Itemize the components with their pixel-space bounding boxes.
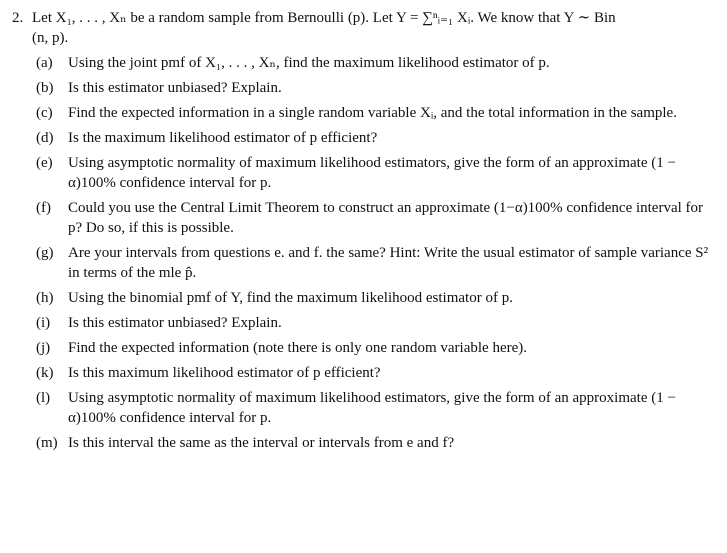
intro-line-1: Let X₁, . . . , Xₙ be a random sample from Bernoulli (p). Let Y = ∑ⁿᵢ₌₁ Xᵢ. We know that Y ∼ Bin: [32, 10, 616, 26]
part-h: [12, 288, 712, 308]
part-label: (c): [36, 105, 53, 121]
part-d: [12, 128, 712, 148]
part-text: Are your intervals from questions e. and f. the same? Hint: Write the usual estimator of sample variance S² in terms of the mle p̂.: [68, 245, 709, 281]
part-text: Is the maximum likelihood estimator of p efficient?: [68, 130, 378, 146]
part-f: [12, 198, 712, 238]
intro-line-2: (n, p).: [32, 30, 69, 46]
part-m: [12, 433, 712, 453]
part-j: [12, 338, 712, 358]
problem-intro: [12, 8, 712, 48]
part-text: Could you use the Central Limit Theorem to construct an approximate (1−α)100% confidence interval for p? Do so, if this is possible.: [68, 200, 704, 236]
part-label: (l): [36, 390, 51, 406]
part-a: [12, 53, 712, 73]
problem-2: [12, 8, 712, 458]
part-b: [12, 78, 712, 98]
part-text: Using asymptotic normality of maximum likelihood estimators, give the form of an approximate (1 − α)100% confidence interval for p.: [68, 390, 676, 426]
part-i: [12, 313, 712, 333]
part-g: [12, 243, 712, 283]
part-text: Is this estimator unbiased? Explain.: [68, 315, 282, 331]
part-text: Using asymptotic normality of maximum likelihood estimators, give the form of an approximate (1 − α)100% confidence interval for p.: [68, 155, 676, 191]
part-label: (e): [36, 155, 53, 171]
part-e: [12, 153, 712, 193]
part-label: (a): [36, 55, 53, 71]
part-label: (m): [36, 435, 58, 451]
part-text: Is this maximum likelihood estimator of p efficient?: [68, 365, 381, 381]
part-label: (b): [36, 80, 54, 96]
problem-number: 2.: [12, 10, 24, 26]
part-k: [12, 363, 712, 383]
part-label: (h): [36, 290, 54, 306]
part-label: (i): [36, 315, 51, 331]
part-label: (g): [36, 245, 54, 261]
part-text: Is this interval the same as the interval or intervals from e and f?: [68, 435, 455, 451]
part-label: (k): [36, 365, 54, 381]
parts-list: [12, 53, 712, 453]
part-text: Is this estimator unbiased? Explain.: [68, 80, 282, 96]
part-l: [12, 388, 712, 428]
part-text: Find the expected information in a single random variable Xᵢ, and the total information in the sample.: [68, 105, 677, 121]
part-label: (d): [36, 130, 54, 146]
part-text: Using the binomial pmf of Y, find the maximum likelihood estimator of p.: [68, 290, 513, 306]
part-text: Find the expected information (note there is only one random variable here).: [68, 340, 528, 356]
part-label: (j): [36, 340, 51, 356]
part-label: (f): [36, 200, 51, 216]
part-c: [12, 103, 712, 123]
part-text: Using the joint pmf of X₁, . . . , Xₙ, find the maximum likelihood estimator of p.: [68, 55, 550, 71]
